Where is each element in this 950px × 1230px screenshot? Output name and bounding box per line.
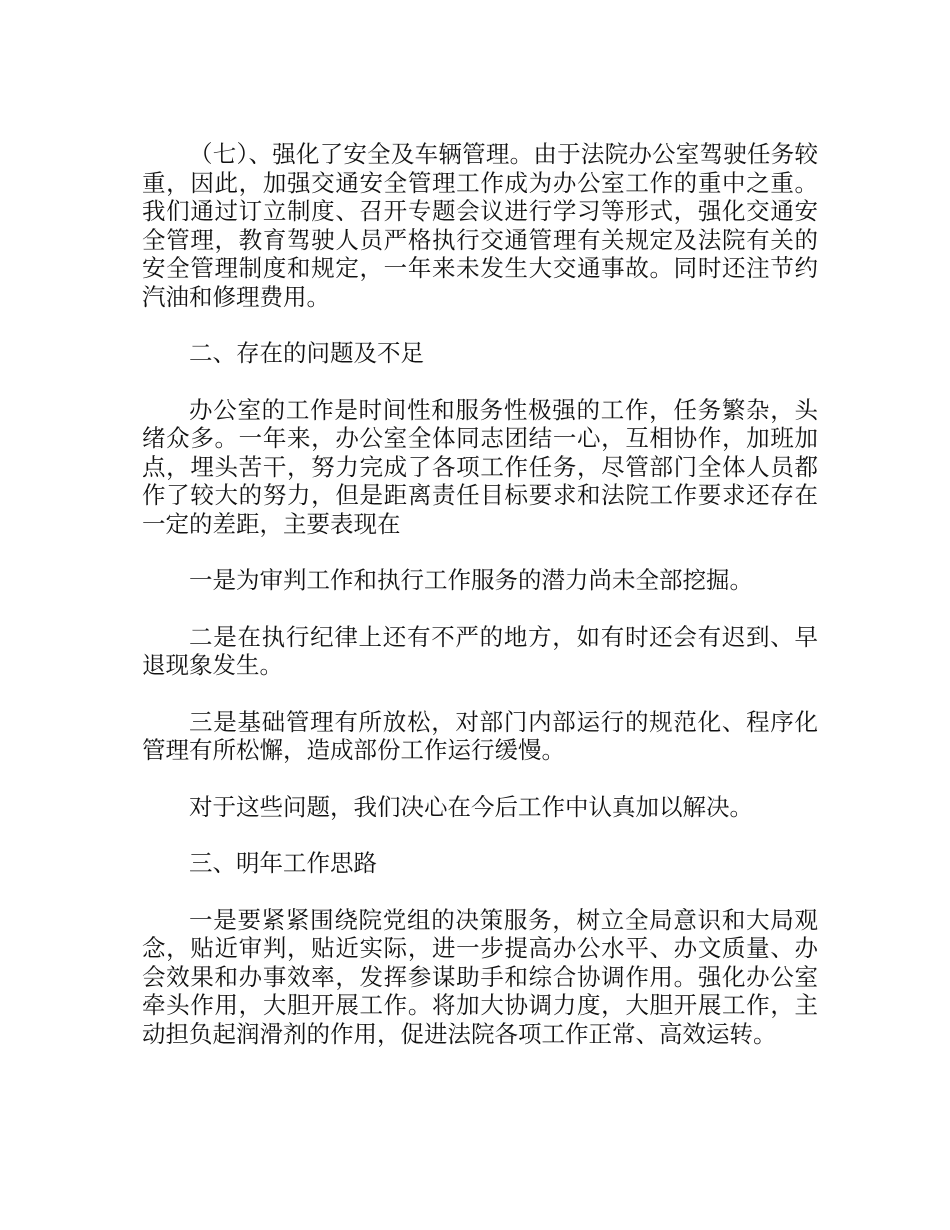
heading-problems: 二、存在的问题及不足	[189, 339, 424, 367]
paragraph-point-one: 一是为审判工作和执行工作服务的潜力尚未全部挖掘。	[189, 566, 753, 594]
paragraph-point-two: 二是在执行纪律上还有不严的地方，如有时还会有迟到、早退现象发生。	[142, 622, 818, 679]
paragraph-office-work: 办公室的工作是时间性和服务性极强的工作，任务繁杂，头绪众多。一年来，办公室全体同志团结一心，互相协作，加班加点，埋头苦干，努力完成了各项工作任务，尽管部门全体人员都作了较大的努力，但是距离责任目标要求和法院工作要求还存在一定的差距，主要表现在	[142, 395, 818, 538]
document-page	[142, 140, 818, 1076]
paragraph-plan-one: 一是要紧紧围绕院党组的决策服务，树立全局意识和大局观念，贴近审判，贴近实际，进一步提高办公水平、办文质量、办会效果和办事效率，发挥参谋助手和综合协调作用。强化办公室牵头作用，大胆开展工作。将加大协调力度，大胆开展工作，主动担负起润滑剂的作用，促进法院各项工作正常、高效运转。	[142, 905, 818, 1048]
paragraph-vehicle-safety: （七）、强化了安全及车辆管理。由于法院办公室驾驶任务较重，因此，加强交通安全管理工作成为办公室工作的重中之重。我们通过订立制度、召开专题会议进行学习等形式，强化交通安全管理，教育驾驶人员严格执行交通管理有关规定及法院有关的安全管理制度和规定，一年来未发生大交通事故。同时还注节约汽油和修理费用。	[142, 140, 818, 311]
heading-next-year: 三、明年工作思路	[189, 849, 377, 877]
paragraph-point-three: 三是基础管理有所放松，对部门内部运行的规范化、程序化管理有所松懈，造成部份工作运行缓慢。	[142, 707, 818, 764]
paragraph-resolve: 对于这些问题，我们决心在今后工作中认真加以解决。	[189, 792, 753, 821]
